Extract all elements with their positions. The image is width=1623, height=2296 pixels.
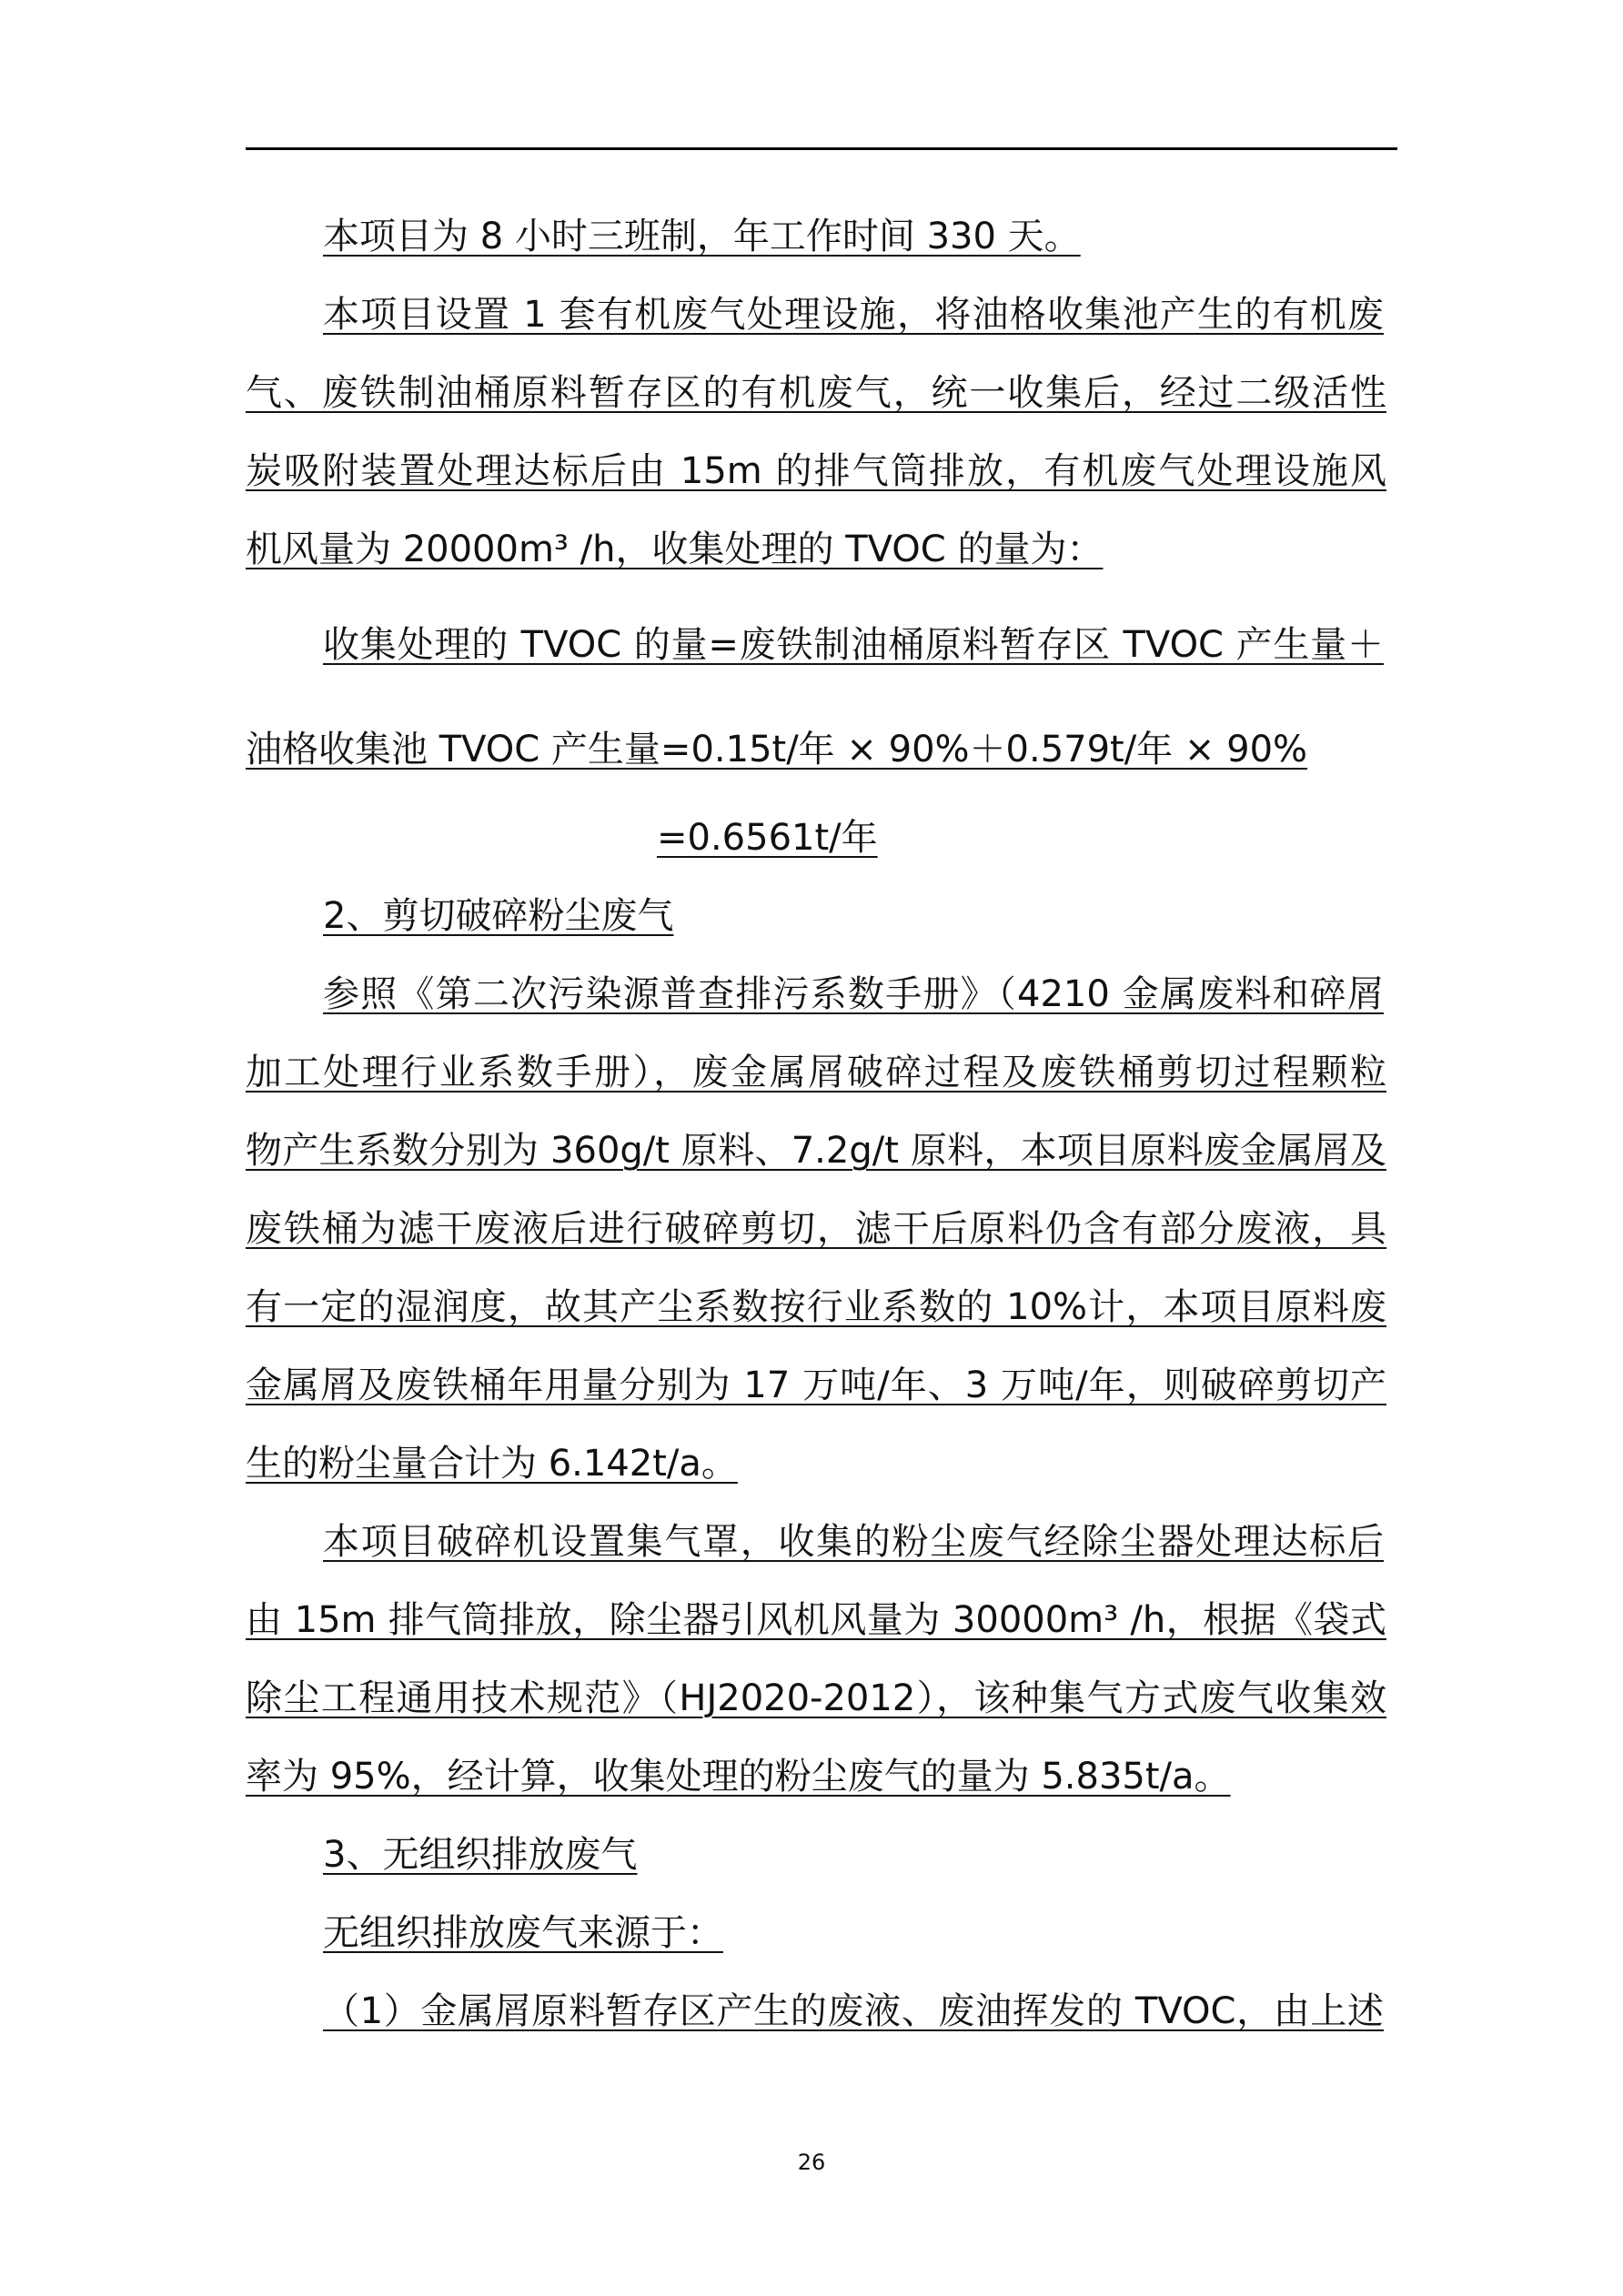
text-line: 机风量为 20000m³ /h，收集处理的 TVOC 的量为： <box>246 529 1104 570</box>
text-line: 除尘工程通用技术规范》（HJ2020-2012），该种集气方式废气收集效 <box>246 1677 1386 1719</box>
text-line: 参照《第二次污染源普查排污系数手册》（4210 金属废料和碎屑 <box>323 973 1384 1015</box>
formula-line: 油格收集池 TVOC 产生量=0.15t/年 × 90%＋0.579t/年 × 90% <box>246 729 1308 770</box>
header-rule <box>246 147 1397 150</box>
text-line: 炭吸附装置处理达标后由 15m 的排气筒排放，有机废气处理设施风 <box>246 450 1386 492</box>
text-line: 本项目设置 1 套有机废气处理设施，将油格收集池产生的有机废 <box>323 294 1384 336</box>
text-line: 加工处理行业系数手册），废金属屑破碎过程及废铁桶剪切过程颗粒 <box>246 1052 1386 1093</box>
text-line: 有一定的湿润度，故其产尘系数按行业系数的 10%计，本项目原料废 <box>246 1286 1386 1328</box>
text-line: 物产生系数分别为 360g/t 原料、7.2g/t 原料，本项目原料废金属屑及 <box>246 1130 1386 1172</box>
text-line: 本项目破碎机设置集气罩，收集的粉尘废气经除尘器处理达标后 <box>323 1521 1384 1563</box>
text-line: （1）金属屑原料暂存区产生的废液、废油挥发的 TVOC，由上述 <box>323 1990 1384 2032</box>
text-line: 生的粉尘量合计为 6.142t/a。 <box>246 1443 738 1485</box>
text-line: 本项目为 8 小时三班制，年工作时间 330 天。 <box>323 216 1081 257</box>
section-heading: 3、无组织排放废气 <box>323 1834 638 1876</box>
text-line: 废铁桶为滤干废液后进行破碎剪切，滤干后原料仍含有部分废液，具 <box>246 1208 1386 1250</box>
text-line: 金属屑及废铁桶年用量分别为 17 万吨/年、3 万吨/年，则破碎剪切产 <box>246 1365 1386 1406</box>
formula-line: 收集处理的 TVOC 的量=废铁制油桶原料暂存区 TVOC 产生量＋ <box>323 624 1384 666</box>
text-line: 气、废铁制油桶原料暂存区的有机废气，统一收集后，经过二级活性 <box>246 372 1386 414</box>
text-line: 由 15m 排气筒排放，除尘器引风机风量为 30000m³ /h，根据《袋式 <box>246 1599 1386 1641</box>
section-heading: 2、剪切破碎粉尘废气 <box>323 895 674 937</box>
text-line: 无组织排放废气来源于： <box>323 1912 723 1954</box>
formula-result: =0.6561t/年 <box>657 817 878 859</box>
text-line: 率为 95%，经计算，收集处理的粉尘废气的量为 5.835t/a。 <box>246 1756 1231 1798</box>
page-number: 26 <box>797 2150 826 2175</box>
